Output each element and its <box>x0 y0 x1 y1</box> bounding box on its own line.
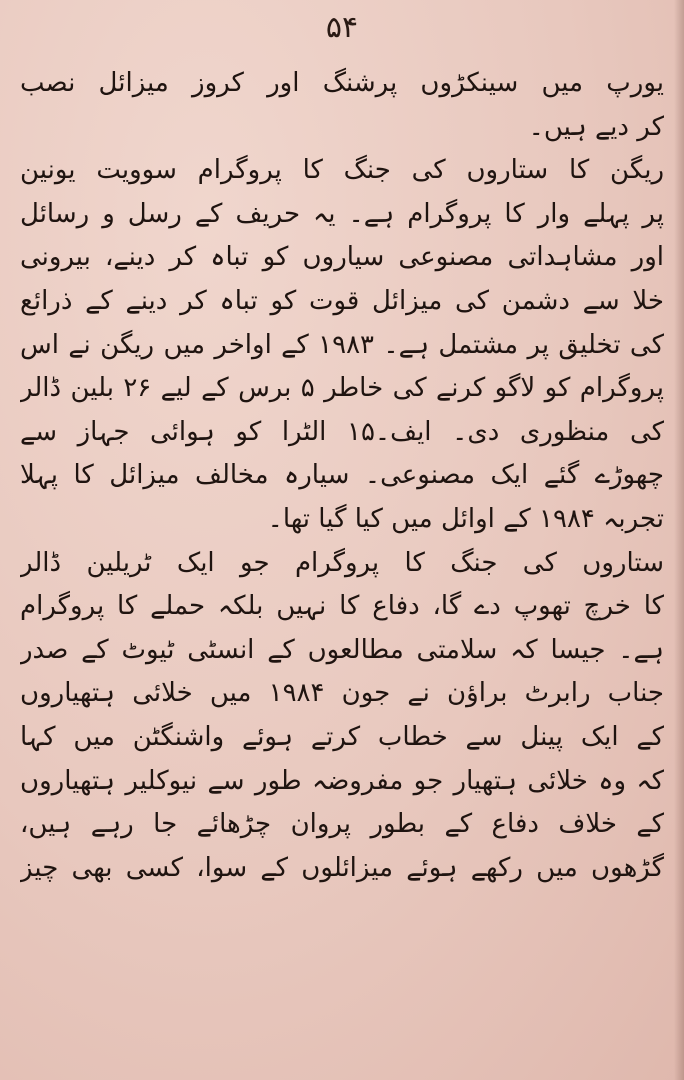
text-line-4: پر پہلے وار کا پروگرام ہے۔ یہ حریف کے رسل و رسائل <box>20 198 664 229</box>
text-line-3: ریگن کا ستاروں کی جنگ کا پروگرام سوویت یونین <box>20 155 664 186</box>
page-edge-shadow <box>674 0 684 1080</box>
text-line-13: کا خرچ تھوپ دے گا، دفاع کا نہیں بلکہ حملے کا پروگرام <box>20 591 664 622</box>
text-line-2: کر دیے ہیں۔ <box>528 111 664 142</box>
page-number: ۵۴ <box>325 10 359 45</box>
text-line-1: یورپ میں سینکڑوں پرشنگ اور کروز میزائل نصب <box>20 68 664 98</box>
text-line-6: خلا سے دشمن کی میزائل قوت کو تباہ کر دینے کے ذرائع <box>20 285 664 316</box>
text-line-19: گڑھوں میں رکھے ہوئے میزائلوں کے سوا، کسی بھی چیز <box>20 852 664 883</box>
text-line-12: ستاروں کی جنگ کا پروگرام جو ایک ٹریلین ڈالر <box>20 547 664 578</box>
text-line-18: کے خلاف دفاع کے بطور پروان چڑھائے جا رہے ہیں، <box>20 809 664 840</box>
text-line-11: تجربہ ۱۹۸۴ کے اوائل میں کیا گیا تھا۔ <box>267 503 664 534</box>
text-line-8: پروگرام کو لاگو کرنے کی خاطر ۵ برس کے لیے ۲۶ بلین ڈالر <box>20 373 664 404</box>
text-line-7: کی تخلیق پر مشتمل ہے۔ ۱۹۸۳ کے اواخر میں ریگن نے اس <box>20 329 664 360</box>
body-text <box>20 62 664 890</box>
text-line-14: ہے۔ جیسا کہ سلامتی مطالعوں کے انسٹی ٹیوٹ کے صدر <box>20 634 664 665</box>
text-line-15: جناب رابرٹ براؤن نے جون ۱۹۸۴ میں خلائی ہتھیاروں <box>20 678 664 709</box>
text-line-16: کے ایک پینل سے خطاب کرتے ہوئے واشنگٹن میں کہا <box>20 721 664 752</box>
text-line-9: کی منظوری دی۔ ایف۔۱۵ الٹرا کو ہوائی جہاز سے <box>20 416 664 447</box>
text-line-17: کہ وہ خلائی ہتھیار جو مفروضہ طور سے نیوکلیر ہتھیاروں <box>20 765 664 796</box>
text-line-10: چھوڑے گئے ایک مصنوعی۔ سیارہ مخالف میزائل کا پہلا <box>20 460 664 491</box>
text-line-5: اور مشاہداتی مصنوعی سیاروں کو تباہ کر دینے، بیرونی <box>20 242 664 273</box>
